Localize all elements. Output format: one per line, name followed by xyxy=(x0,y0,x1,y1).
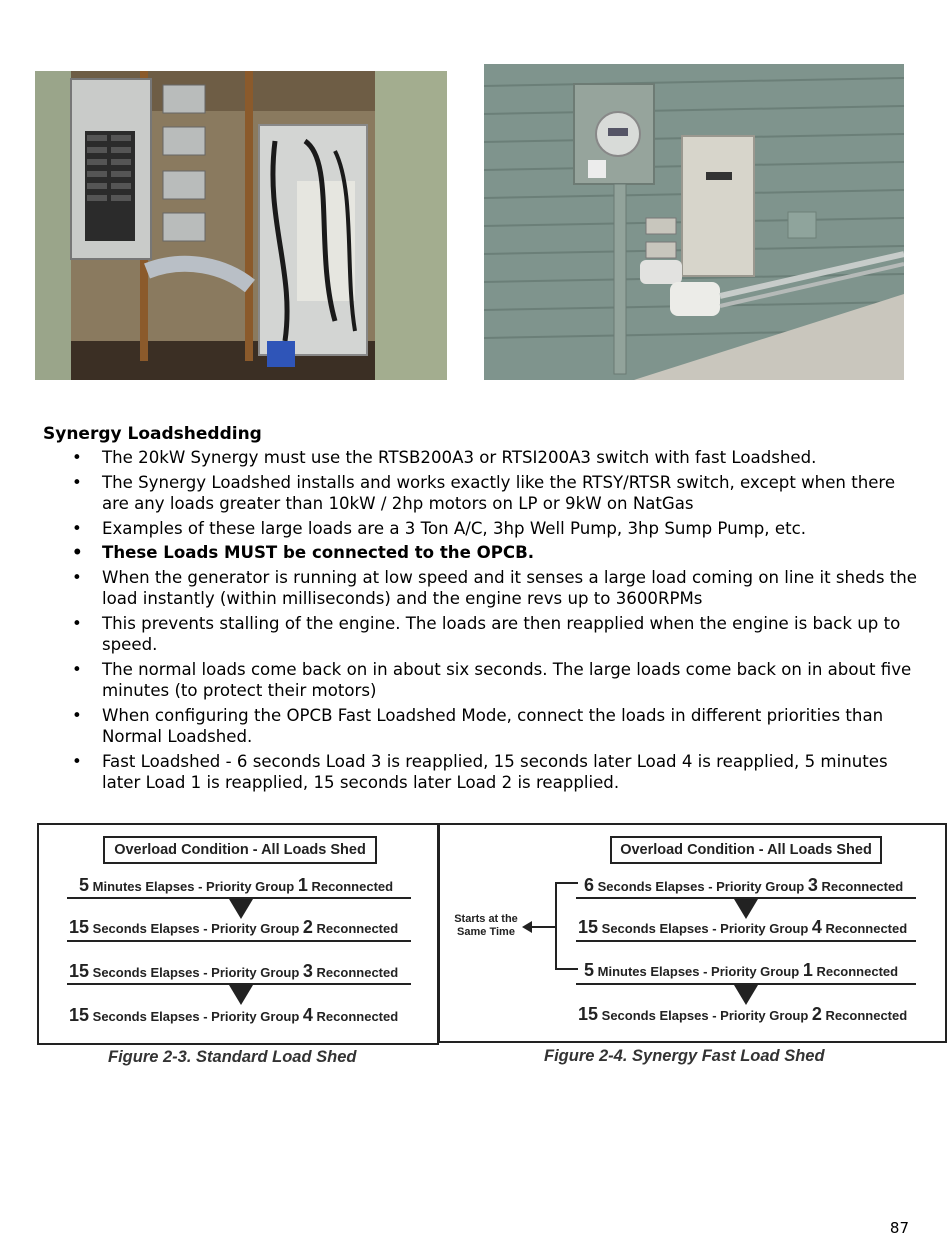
bullet-item xyxy=(44,751,924,794)
step-group: 1 xyxy=(297,875,308,895)
step-text: Seconds Elapses - Priority Group xyxy=(601,1008,809,1023)
step-row xyxy=(79,875,393,896)
bullet-item xyxy=(44,659,924,702)
photo-indoor-panel-installation xyxy=(35,71,447,380)
step-tail: Reconnected xyxy=(821,879,904,894)
bullet-marker: • xyxy=(72,567,82,587)
step-group: 2 xyxy=(302,917,313,937)
divider-line xyxy=(576,940,916,942)
bullet-marker: • xyxy=(72,518,82,538)
figure-standard-load-shed xyxy=(37,823,439,1045)
bullet-item xyxy=(44,705,924,748)
bullet-list xyxy=(44,447,924,797)
step-text: Seconds Elapses - Priority Group xyxy=(92,921,300,936)
step-tail: Reconnected xyxy=(316,1009,399,1024)
step-number: 15 xyxy=(69,961,90,981)
photo-outdoor-transfer-switch xyxy=(484,64,904,380)
step-row xyxy=(584,960,898,981)
bullet-item xyxy=(44,518,924,540)
side-note-line: Same Time xyxy=(457,926,515,938)
step-number: 15 xyxy=(578,917,599,937)
bullet-marker: • xyxy=(72,472,82,492)
bullet-marker: • xyxy=(72,448,82,467)
bullet-item xyxy=(44,447,924,469)
step-number: 15 xyxy=(578,1004,599,1024)
step-group: 3 xyxy=(302,961,313,981)
figure-title: Overload Condition - All Loads Shed xyxy=(103,836,377,864)
step-row xyxy=(69,917,398,938)
step-tail: Reconnected xyxy=(316,965,399,980)
page-number: 87 xyxy=(889,1219,909,1237)
bullet-text: This prevents stalling of the engine. The loads are then reapplied when the engine is back up to speed. xyxy=(102,613,901,654)
step-text: Minutes Elapses - Priority Group xyxy=(597,964,800,979)
down-arrow-icon xyxy=(229,985,253,1005)
figure-title: Overload Condition - All Loads Shed xyxy=(610,836,882,864)
step-text: Seconds Elapses - Priority Group xyxy=(92,965,300,980)
step-tail: Reconnected xyxy=(825,921,908,936)
step-tail: Reconnected xyxy=(816,964,899,979)
step-number: 5 xyxy=(79,875,90,895)
step-text: Seconds Elapses - Priority Group xyxy=(597,879,805,894)
divider-line xyxy=(67,940,411,942)
step-text: Minutes Elapses - Priority Group xyxy=(92,879,295,894)
step-tail: Reconnected xyxy=(825,1008,908,1023)
step-row xyxy=(69,1005,398,1026)
step-row xyxy=(578,917,907,938)
figure-synergy-fast-load-shed xyxy=(438,823,947,1043)
bullet-marker: • xyxy=(72,613,82,633)
bullet-text: The normal loads come back on in about six seconds. The large loads come back on in about five minutes (to protect their motors) xyxy=(102,659,912,700)
step-number: 15 xyxy=(69,917,90,937)
bracket-connector-icon xyxy=(520,881,580,977)
step-group: 4 xyxy=(302,1005,313,1025)
figure-caption: Figure 2-4. Synergy Fast Load Shed xyxy=(544,1047,825,1065)
bullet-text: Fast Loadshed - 6 seconds Load 3 is reapplied, 15 seconds later Load 4 is reapplied, 5 minutes later Load 1 is reapplied, 15 seconds later Load 2 is reapplied. xyxy=(102,751,888,792)
bullet-text: The 20kW Synergy must use the RTSB200A3 or RTSI200A3 switch with fast Loadshed. xyxy=(102,448,817,467)
bullet-item-emphasis xyxy=(44,542,924,564)
section-heading: Synergy Loadshedding xyxy=(43,424,262,444)
step-tail: Reconnected xyxy=(311,879,394,894)
indoor-panel-illustration xyxy=(35,71,447,380)
bullet-marker: • xyxy=(72,705,82,725)
step-number: 6 xyxy=(584,875,595,895)
step-group: 2 xyxy=(811,1004,822,1024)
side-note-line: Starts at the xyxy=(454,913,518,925)
bullet-item xyxy=(44,567,924,610)
bullet-marker: • xyxy=(72,751,82,771)
bullet-marker: • xyxy=(72,659,82,679)
step-row xyxy=(584,875,903,896)
step-number: 5 xyxy=(584,960,595,980)
bullet-text: The Synergy Loadshed installs and works exactly like the RTSY/RTSR switch, except when there are any loads greater than 10kW / 2hp motors on LP or 9kW on NatGas xyxy=(102,472,896,513)
bullet-text: These Loads MUST be connected to the OPCB. xyxy=(102,543,535,562)
step-group: 1 xyxy=(802,960,813,980)
figure-caption: Figure 2-3. Standard Load Shed xyxy=(108,1048,357,1066)
bullet-marker: • xyxy=(72,543,83,562)
down-arrow-icon xyxy=(734,899,758,919)
side-note xyxy=(448,913,524,939)
step-group: 3 xyxy=(807,875,818,895)
bullet-item xyxy=(44,613,924,656)
down-arrow-icon xyxy=(229,899,253,919)
outdoor-switch-illustration xyxy=(484,64,904,380)
bullet-item xyxy=(44,472,924,515)
step-tail: Reconnected xyxy=(316,921,399,936)
bullet-text: When the generator is running at low speed and it senses a large load coming on line it sheds the load instantly (within milliseconds) and the engine revs up to 3600RPMs xyxy=(102,567,917,608)
step-number: 15 xyxy=(69,1005,90,1025)
step-group: 4 xyxy=(811,917,822,937)
bullet-text: Examples of these large loads are a 3 Ton A/C, 3hp Well Pump, 3hp Sump Pump, etc. xyxy=(102,518,806,538)
bullet-text: When configuring the OPCB Fast Loadshed Mode, connect the loads in different priorities than Normal Loadshed. xyxy=(102,705,884,746)
step-text: Seconds Elapses - Priority Group xyxy=(601,921,809,936)
step-text: Seconds Elapses - Priority Group xyxy=(92,1009,300,1024)
step-row xyxy=(578,1004,907,1025)
step-row xyxy=(69,961,398,982)
down-arrow-icon xyxy=(734,985,758,1005)
